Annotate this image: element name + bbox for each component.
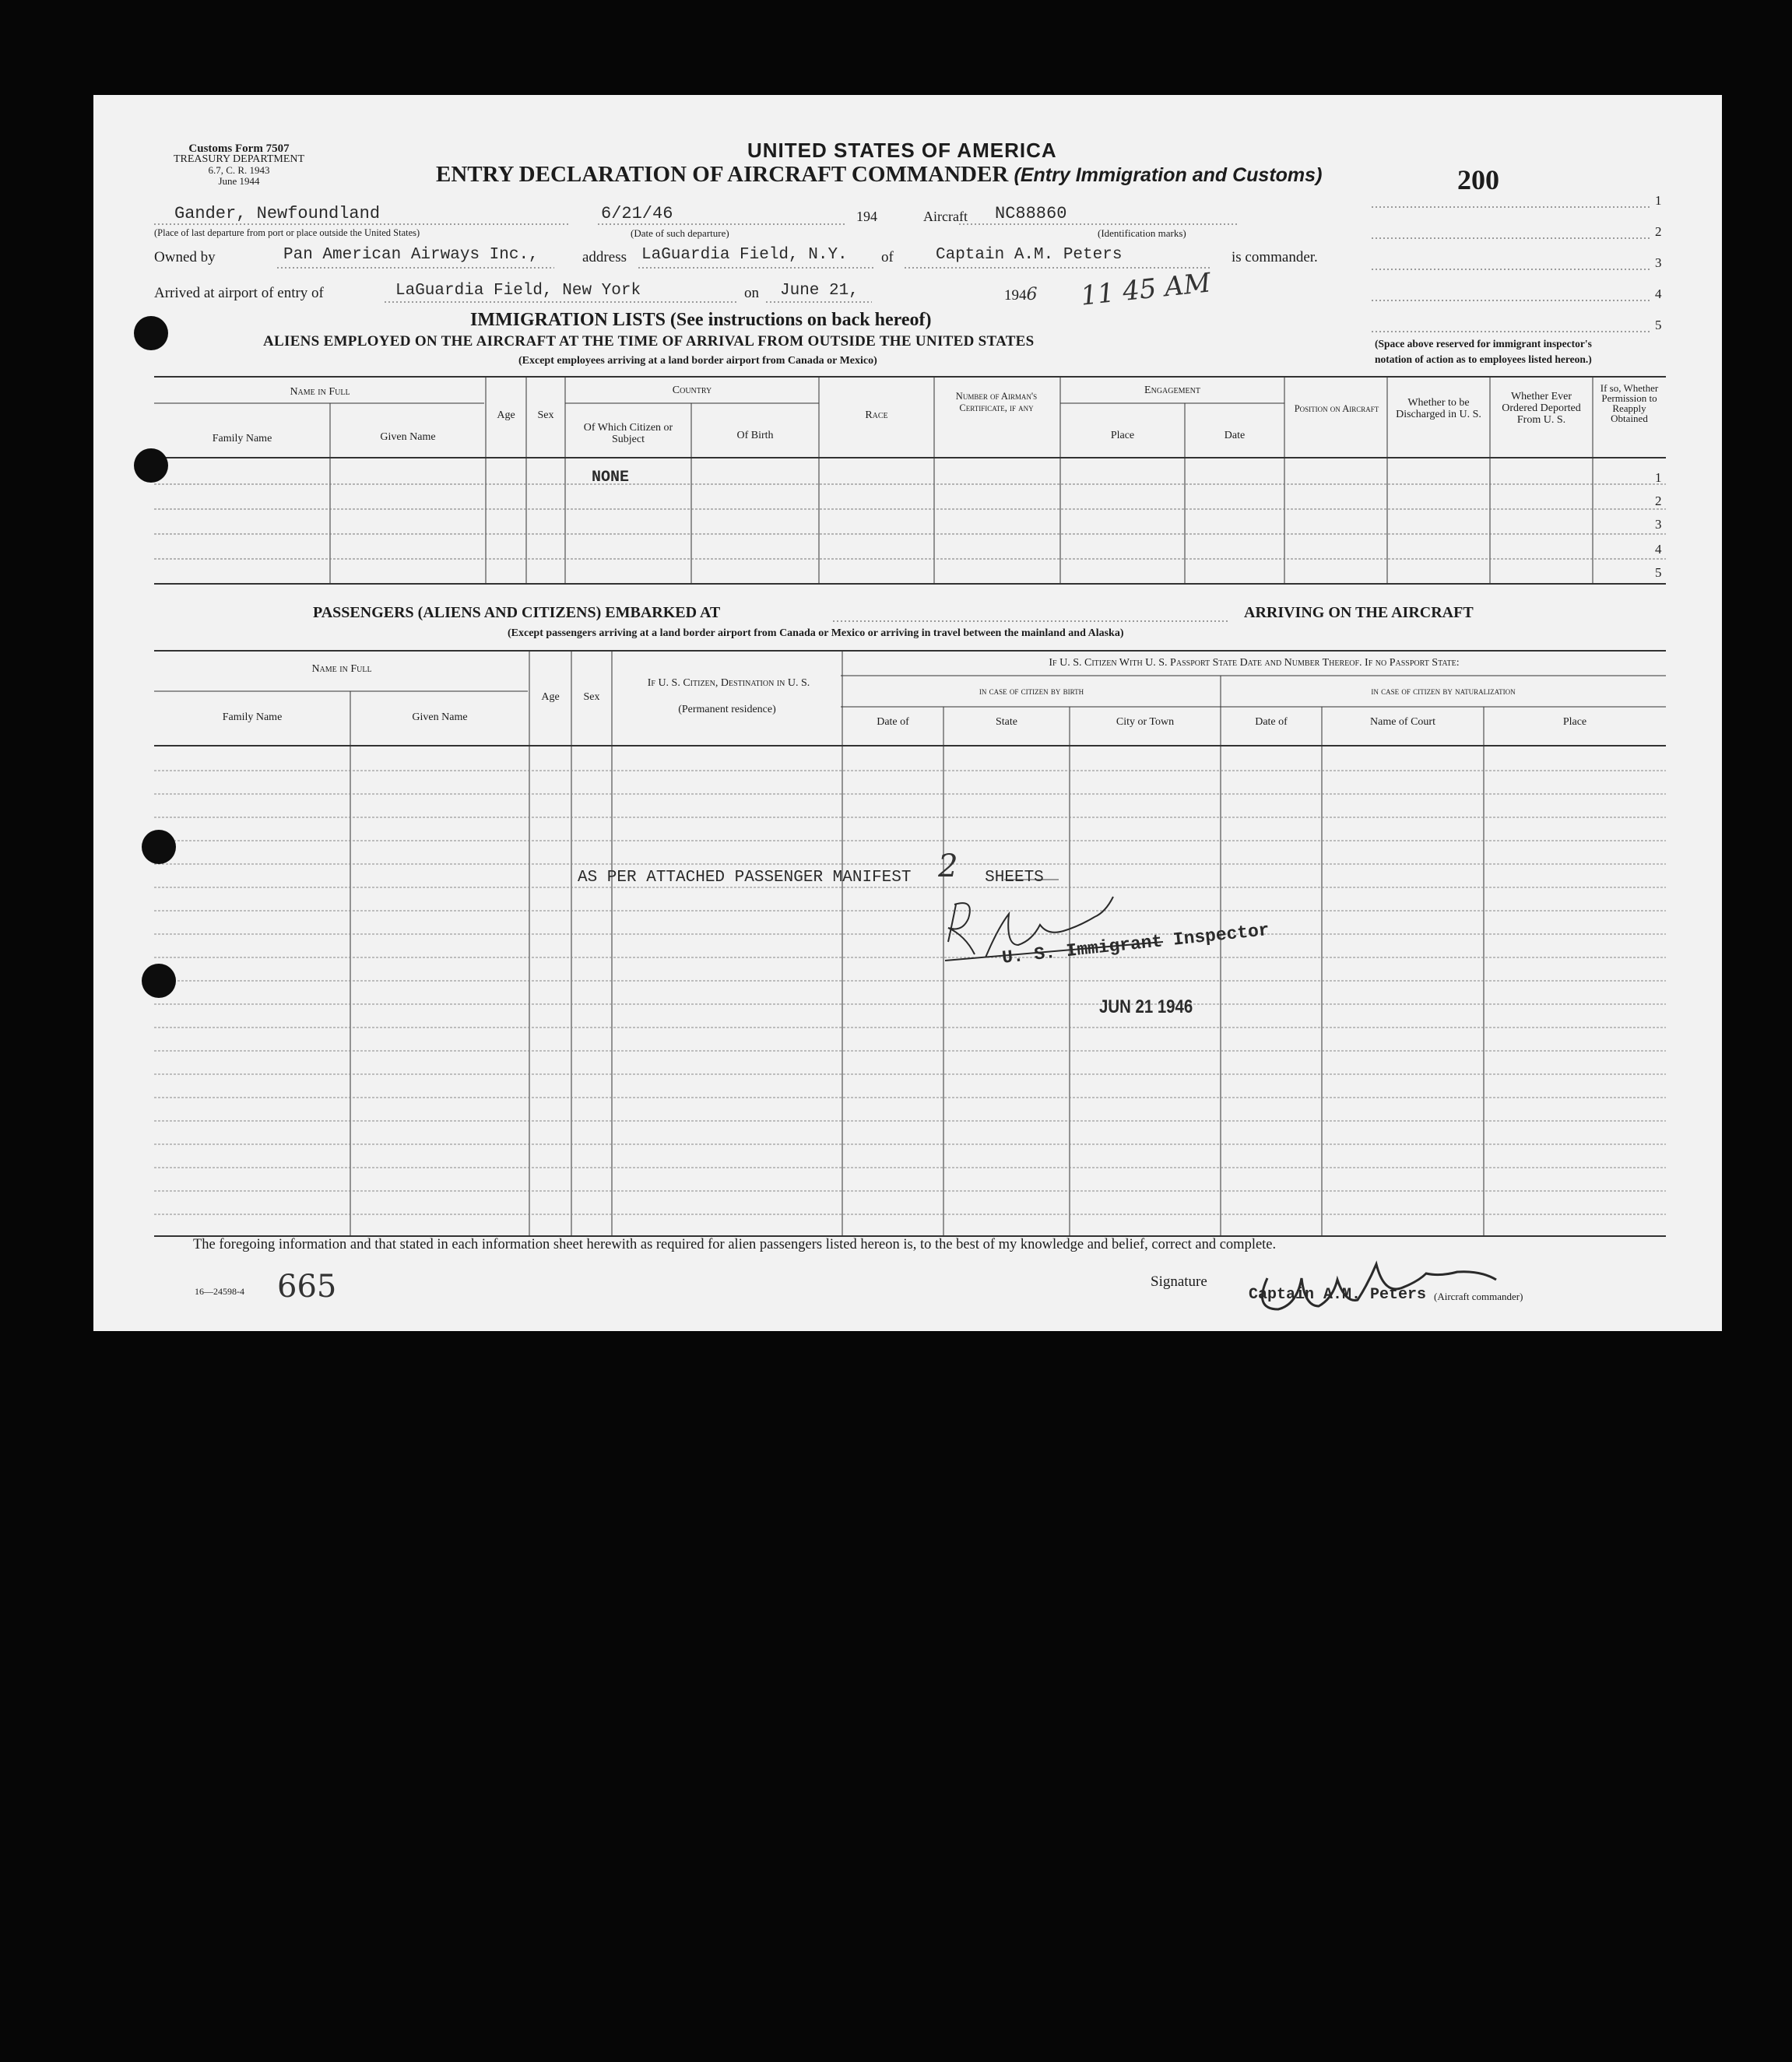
imm-line-number: 1 xyxy=(1655,470,1662,485)
commander-name: Captain A.M. Peters xyxy=(936,246,1123,264)
pax-header-age: Age xyxy=(541,691,560,703)
pax-header-by-birth: in case of citizen by birth xyxy=(979,685,1084,697)
imm-header-given-name: Given Name xyxy=(380,431,436,443)
imm-header-race: Race xyxy=(865,409,888,421)
pax-header-date-of-birth: Date of xyxy=(877,716,909,728)
form-code: 16—24598-4 xyxy=(195,1286,244,1297)
imm-header-permission: If so, Whether Permission to Reapply Obtained xyxy=(1600,382,1659,424)
commander-typed-name: Captain A.M. Peters xyxy=(1249,1286,1427,1304)
customs-form-number: Customs Form 7507 xyxy=(188,142,290,155)
manifest-line xyxy=(578,848,1044,889)
owner-label: Owned by xyxy=(154,249,216,265)
reserved-line-number: 2 xyxy=(1655,224,1662,239)
immigration-note: (Except employees arriving at a land border airport from Canada or Mexico) xyxy=(518,355,877,367)
reserved-line-number: 3 xyxy=(1655,255,1662,270)
declaration-text: The foregoing information and that stated in each information sheet herewith as required for alien passengers listed hereon is, to the best of my knowledge and belief, correct and complete. xyxy=(193,1237,1277,1252)
department: TREASURY DEPARTMENT xyxy=(173,153,305,165)
pax-header-passport: If U. S. Citizen With U. S. Passport State Date and Number Thereof. If no Passport State: xyxy=(1049,657,1460,669)
imm-header-family-name: Family Name xyxy=(212,433,272,444)
departure-date-caption: (Date of such departure) xyxy=(631,227,729,239)
reserved-note-2: notation of action as to employees listed hereon.) xyxy=(1375,353,1592,365)
imm-header-airman-cert: Number of Airman's Certificate, if any xyxy=(955,391,1038,413)
arrival-year-printed: 194 xyxy=(1004,287,1027,304)
form-id-block xyxy=(134,143,344,187)
imm-line-number: 2 xyxy=(1655,494,1662,508)
imm-header-engagement: Engagement xyxy=(1144,385,1200,396)
imm-header-position: Position on Aircraft xyxy=(1294,403,1379,414)
arrival-date: June 21, xyxy=(780,282,859,300)
reserved-line-number: 5 xyxy=(1655,318,1662,332)
arrival-time: 11 45 AM xyxy=(1079,267,1213,312)
reserved-line-number: 4 xyxy=(1655,286,1662,301)
imm-header-discharged: Whether to be Discharged in U. S. xyxy=(1396,397,1481,420)
pax-header-sex: Sex xyxy=(583,691,600,703)
punch-hole xyxy=(134,448,168,483)
immigration-entry: NONE xyxy=(592,469,630,487)
commander-suffix: is commander. xyxy=(1232,249,1318,265)
pax-header-date-of-naturalization: Date of xyxy=(1255,716,1288,728)
form-date: June 1944 xyxy=(218,175,260,187)
imm-header-sex: Sex xyxy=(537,409,554,421)
pax-header-family-name: Family Name xyxy=(222,711,283,723)
form-number: 200 xyxy=(1457,164,1499,195)
passengers-title-right: ARRIVING ON THE AIRCRAFT xyxy=(1244,604,1474,621)
arrival-airport: LaGuardia Field, New York xyxy=(395,282,641,300)
aircraft-caption: (Identification marks) xyxy=(1098,227,1186,239)
pax-header-place: Place xyxy=(1562,716,1587,728)
pax-header-destination-sub: (Permanent residence) xyxy=(678,704,776,715)
aircraft-label: Aircraft xyxy=(923,209,968,224)
passengers-title-left: PASSENGERS (ALIENS AND CITIZENS) EMBARKED AT xyxy=(313,604,721,621)
pax-header-given-name: Given Name xyxy=(412,711,468,723)
departure-date: 6/21/46 xyxy=(601,204,673,223)
departure-place: Gander, Newfoundland xyxy=(174,204,381,223)
imm-header-date: Date xyxy=(1224,430,1246,441)
imm-header-country: Country xyxy=(672,385,712,396)
immigration-title: IMMIGRATION LISTS (See instructions on back hereof) xyxy=(470,310,932,330)
manifest-count: 2 xyxy=(938,848,958,884)
pax-header-state: State xyxy=(996,716,1017,728)
imm-header-deported: Whether Ever Ordered Deported From U. S. xyxy=(1502,391,1581,426)
owner-address: LaGuardia Field, N.Y. xyxy=(641,246,848,264)
punch-hole xyxy=(142,964,176,998)
inspector-stamp: U. S. Immigrant Inspector xyxy=(1001,919,1270,968)
form-title-sub: (Entry Immigration and Customs) xyxy=(1014,164,1323,186)
form-page xyxy=(93,95,1722,1331)
pax-header-destination: If U. S. Citizen, Destination in U. S. xyxy=(647,677,810,689)
arrival-year-handwritten: 6 xyxy=(1026,285,1038,304)
pax-header-name-in-full: Name in Full xyxy=(311,663,372,675)
punch-hole xyxy=(134,316,168,350)
manifest-suffix: SHEETS xyxy=(985,869,1044,887)
arrival-year xyxy=(1004,285,1038,304)
imm-header-age: Age xyxy=(497,409,515,421)
departure-year: 194 xyxy=(856,209,877,224)
imm-line-number: 5 xyxy=(1655,565,1662,580)
pax-header-court: Name of Court xyxy=(1370,716,1435,728)
passengers-note: (Except passengers arriving at a land border airport from Canada or Mexico or arriving in travel between the mainland and Alaska) xyxy=(508,627,1124,639)
pax-header-by-naturalization: in case of citizen by naturalization xyxy=(1371,685,1516,697)
manifest-prefix: AS PER ATTACHED PASSENGER MANIFEST xyxy=(578,869,912,887)
punch-hole xyxy=(142,830,176,864)
pax-header-city: City or Town xyxy=(1116,716,1175,728)
arrival-on-label: on xyxy=(744,285,759,301)
country-title: UNITED STATES OF AMERICA xyxy=(747,139,1057,162)
aircraft-id: NC88860 xyxy=(995,204,1067,223)
reserved-line-number: 1 xyxy=(1655,193,1662,208)
of-label: of xyxy=(881,249,894,265)
imm-header-of-birth: Of Birth xyxy=(736,430,774,441)
imm-header-name-in-full: Name in Full xyxy=(290,386,350,398)
departure-place-caption: (Place of last departure from port or place outside the United States) xyxy=(154,227,420,238)
imm-header-place: Place xyxy=(1110,430,1135,441)
handwritten-number: 665 xyxy=(277,1269,337,1305)
form-title xyxy=(436,162,1322,188)
imm-header-citizen-of: Of Which Citizen or Subject xyxy=(583,422,673,445)
imm-line-number: 4 xyxy=(1655,542,1662,557)
signature-label: Signature xyxy=(1151,1273,1207,1290)
owner-name: Pan American Airways Inc., xyxy=(283,246,539,264)
inspector-date-stamp: JUN 21 1946 xyxy=(1099,996,1193,1017)
address-label: address xyxy=(582,249,627,265)
reserved-note-1: (Space above reserved for immigrant inspector's xyxy=(1375,338,1592,350)
form-title-main: ENTRY DECLARATION OF AIRCRAFT COMMANDER xyxy=(436,162,1009,187)
regulation: 6.7, C. R. 1943 xyxy=(208,164,270,176)
commander-caption: (Aircraft commander) xyxy=(1434,1291,1523,1302)
arrival-label: Arrived at airport of entry of xyxy=(154,285,324,301)
immigration-subtitle: ALIENS EMPLOYED ON THE AIRCRAFT AT THE TIME OF ARRIVAL FROM OUTSIDE THE UNITED STATES xyxy=(263,333,1035,350)
imm-line-number: 3 xyxy=(1655,517,1662,532)
